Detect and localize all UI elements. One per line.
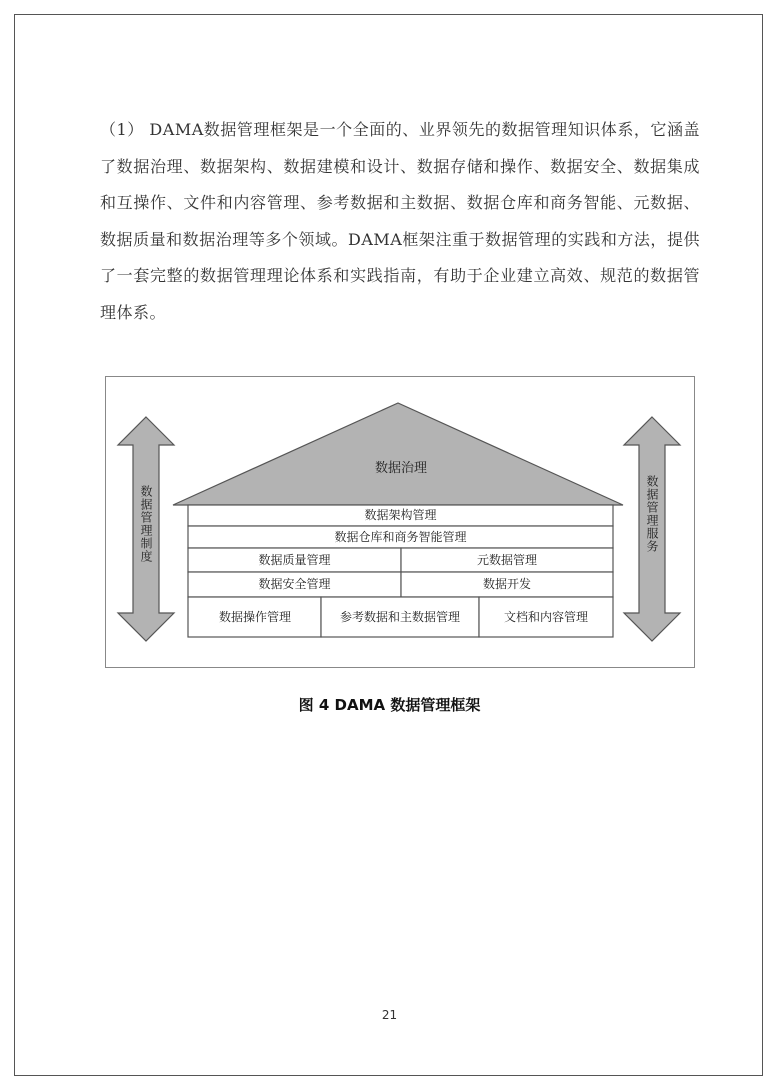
right-arrow-label: 数据管理服务	[645, 475, 659, 553]
roof-triangle	[173, 403, 623, 505]
row-3-left-label: 数据质量管理	[258, 552, 331, 567]
row-5-right-label: 文档和内容管理	[503, 609, 588, 624]
page-number: 21	[381, 1008, 398, 1022]
row-3-right-label: 元数据管理	[476, 552, 537, 567]
row-2-label: 数据仓库和商务智能管理	[334, 529, 467, 544]
left-arrow-label: 数据管理制度	[139, 485, 153, 563]
row-4-left-label: 数据安全管理	[258, 577, 331, 591]
row-1-label: 数据架构管理	[364, 508, 437, 522]
body-paragraph: （1） DAMA数据管理框架是一个全面的、业界领先的数据管理知识体系，它涵盖了数据治理、数据架构、数据建模和设计、数据存储和操作、数据安全、数据集成和互操作、文件和内容管理、参考数据和主数据、数据仓库和商务智能、元数据、数据质量和数据治理等多个领域。DAMA框架注重于数据管理的实践和方法，提供了一套完整的数据管理理论体系和实践指南，有助于企业建立高效、规范的数据管理体系。	[100, 120, 700, 322]
dama-framework-figure	[105, 376, 695, 668]
roof-title: 数据治理	[374, 461, 427, 476]
row-4-right-label: 数据开发	[482, 577, 531, 591]
figure-caption: 图 4 DAMA 数据管理框架	[298, 696, 481, 714]
row-5-left-label: 数据操作管理	[218, 609, 291, 624]
row-5-mid-label: 参考数据和主数据管理	[339, 609, 460, 624]
